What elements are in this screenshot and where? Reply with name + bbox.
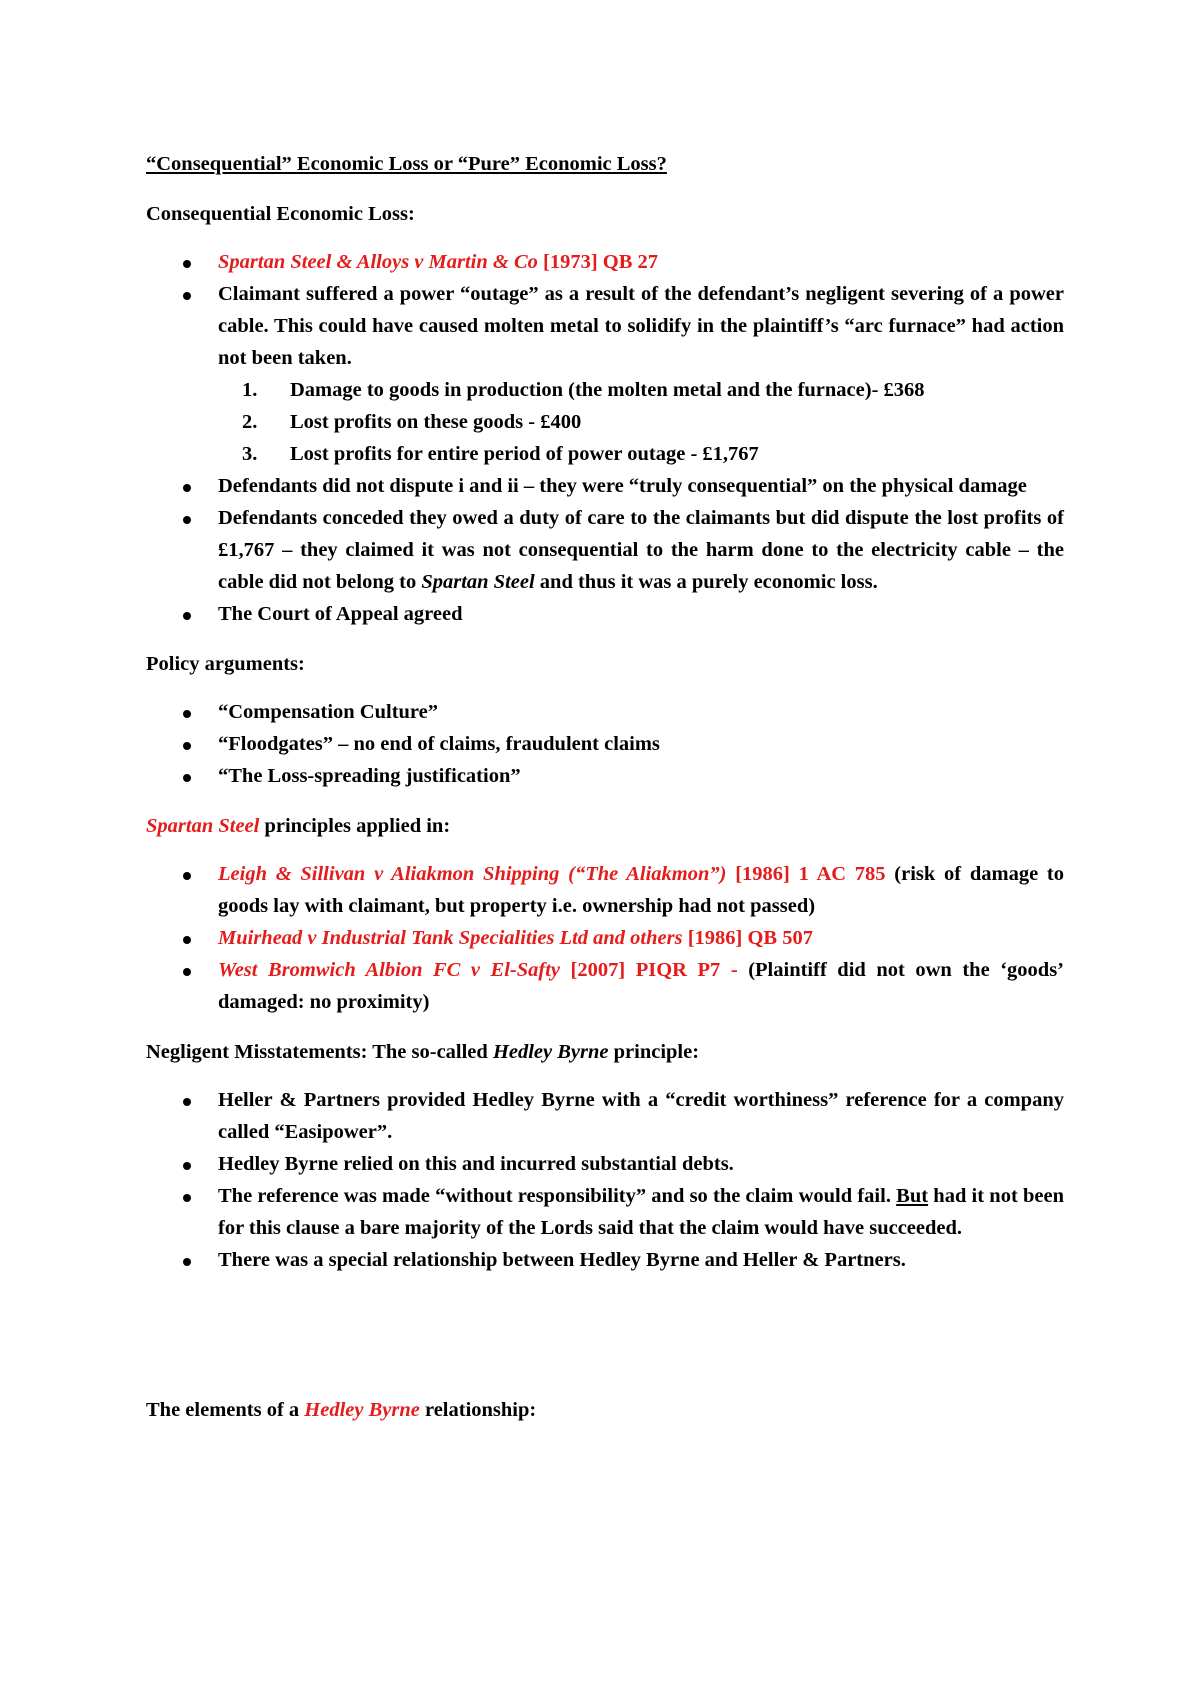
list-item (146, 246, 1064, 278)
loss-text: Damage to goods in production (the molten metal and the furnace)- £368 (290, 379, 925, 401)
case-name: Leigh & Sillivan v Aliakmon Shipping (“The Aliakmon”) (218, 863, 727, 885)
case-citation: [1986] QB 507 (682, 927, 813, 949)
heading-misstatements-end: principle: (608, 1041, 700, 1063)
misstatement-emphasis: But (896, 1185, 929, 1207)
not-disputed-text: Defendants did not dispute i and ii – they were “truly consequential” on the physical damage (218, 475, 1027, 497)
heading-applied-case: Spartan Steel (146, 815, 260, 837)
misstatements-list (146, 1084, 1064, 1276)
misstatement-item: The reference was made “without responsibility” and so the claim would fail. (218, 1185, 897, 1207)
bullet-icon (183, 1258, 191, 1266)
case-name: Spartan Steel & Alloys v Martin & Co (218, 251, 538, 273)
misstatement-item-end: had it not been for this clause a bare majority of the Lords said that the claim would have succeeded. (218, 1185, 1064, 1239)
misstatement-item: There was a special relationship between Hedley Byrne and Heller & Partners. (218, 1249, 906, 1271)
document-body (146, 148, 1064, 1426)
conceded-text-end: and thus it was a purely economic loss. (534, 571, 878, 593)
loss-list (146, 374, 1064, 470)
spacer (146, 1276, 1064, 1394)
case-name: West Bromwich Albion FC v El-Safty (218, 959, 560, 981)
bullet-icon (183, 936, 191, 944)
loss-number: 3. (242, 443, 258, 465)
agreed-text: The Court of Appeal agreed (218, 603, 463, 625)
policy-item: “Floodgates” – no end of claims, fraudulent claims (218, 733, 660, 755)
list-item (146, 728, 1064, 760)
heading-elements (146, 1394, 1064, 1426)
case-citation: [1986] 1 AC 785 (726, 863, 886, 885)
bullet-icon (183, 872, 191, 880)
document-title: “Consequential” Economic Loss or “Pure” Economic Loss? (146, 153, 667, 175)
loss-number: 2. (242, 411, 258, 433)
list-item (146, 1148, 1064, 1180)
policy-item: “Compensation Culture” (218, 701, 439, 723)
conceded-text: Defendants conceded they owed a duty of care to the claimants but did dispute the lost profits of £1,767 – they claimed it was not consequential to the harm done to the electricity cable – the cable did not belong to (218, 507, 1064, 593)
list-item (146, 598, 1064, 630)
case-citation: [1973] QB 27 (537, 251, 659, 273)
list-item (146, 922, 1064, 954)
conceded-case: Spartan Steel (421, 571, 535, 593)
bullet-icon (183, 292, 191, 300)
facts-text: Claimant suffered a power “outage” as a result of the defendant’s negligent severing of a power cable. This could have caused molten metal to solidify in the plaintiff’s “arc furnace” had action not been taken. (218, 283, 1064, 369)
applied-list (146, 858, 1064, 1018)
list-item (146, 1244, 1064, 1276)
policy-list (146, 696, 1064, 792)
list-item (146, 278, 1064, 470)
list-item (146, 470, 1064, 502)
bullet-icon (183, 516, 191, 524)
bullet-icon (183, 774, 191, 782)
list-item (146, 760, 1064, 792)
consequential-list (146, 246, 1064, 630)
loss-item (146, 406, 1064, 438)
case-citation: [2007] PIQR P7 - (560, 959, 749, 981)
bullet-icon (183, 484, 191, 492)
bullet-icon (183, 1098, 191, 1106)
list-item (146, 696, 1064, 728)
heading-applied (146, 810, 1064, 842)
misstatement-item: Heller & Partners provided Hedley Byrne with a “credit worthiness” reference for a company called “Easipower”. (218, 1089, 1064, 1143)
bullet-icon (183, 612, 191, 620)
loss-item (146, 374, 1064, 406)
heading-misstatements (146, 1036, 1064, 1068)
list-item (146, 1180, 1064, 1244)
misstatement-item: Hedley Byrne relied on this and incurred substantial debts. (218, 1153, 734, 1175)
list-item (146, 954, 1064, 1018)
case-note: (risk of damage to goods lay with claimant, but property i.e. ownership had not passed) (218, 863, 1064, 917)
loss-number: 1. (242, 379, 258, 401)
bullet-icon (183, 1162, 191, 1170)
loss-item (146, 438, 1064, 470)
list-item (146, 1084, 1064, 1148)
list-item (146, 502, 1064, 598)
loss-text: Lost profits on these goods - £400 (290, 411, 582, 433)
heading-policy: Policy arguments: (146, 653, 305, 675)
policy-item: “The Loss-spreading justification” (218, 765, 521, 787)
case-name: Muirhead v Industrial Tank Specialities Ltd and others (218, 927, 683, 949)
heading-elements-end: relationship: (419, 1399, 537, 1421)
bullet-icon (183, 260, 191, 268)
heading-elements-case: Hedley Byrne (304, 1399, 420, 1421)
heading-elements-text: The elements of a (146, 1399, 305, 1421)
loss-text: Lost profits for entire period of power outage - £1,767 (290, 443, 759, 465)
list-item (146, 858, 1064, 922)
heading-misstatements-case: Hedley Byrne (492, 1041, 609, 1063)
bullet-icon (183, 968, 191, 976)
heading-consequential: Consequential Economic Loss: (146, 203, 415, 225)
bullet-icon (183, 742, 191, 750)
case-note: (Plaintiff did not own the ‘goods’ damaged: no proximity) (218, 959, 1064, 1013)
bullet-icon (183, 710, 191, 718)
heading-applied-text: principles applied in: (259, 815, 451, 837)
heading-misstatements-text: Negligent Misstatements: The so-called (146, 1041, 493, 1063)
bullet-icon (183, 1194, 191, 1202)
